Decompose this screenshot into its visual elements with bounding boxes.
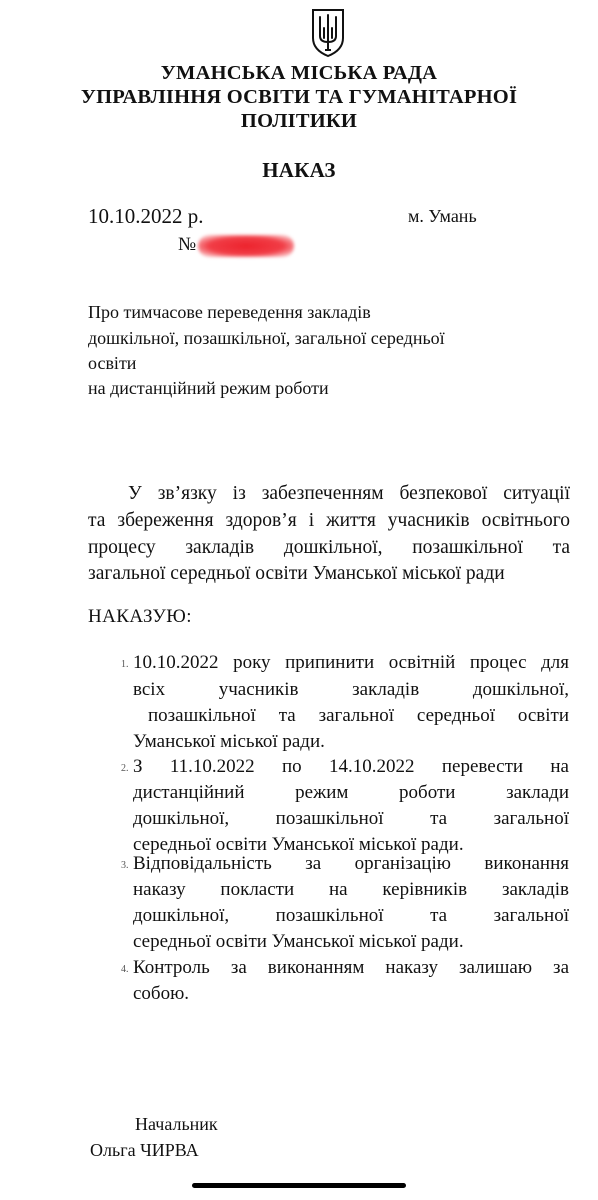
document-number bbox=[178, 234, 294, 257]
preamble-line: загальної середньої освіти Уманської міської ради bbox=[88, 563, 505, 584]
order-item-line: 10.10.2022 року припинити освітній процес для bbox=[133, 652, 569, 673]
order-item-line: наказу покласти на керівників закладів bbox=[133, 879, 569, 900]
home-indicator-bar[interactable] bbox=[192, 1183, 406, 1188]
order-item-line: З 11.10.2022 по 14.10.2022 перевести на bbox=[133, 756, 569, 777]
item-number: 2. bbox=[121, 763, 129, 774]
redaction-mark bbox=[198, 235, 294, 257]
subject-line: Про тимчасове переведення закладів bbox=[88, 302, 371, 322]
preamble-line: У зв’язку із забезпеченням безпекової ситуації bbox=[128, 483, 570, 504]
document-title: НАКАЗ bbox=[262, 158, 336, 182]
signatory-name: Ольга ЧИРВА bbox=[90, 1140, 199, 1160]
item-number: 4. bbox=[121, 964, 129, 975]
subject-line: дошкільної, позашкільної, загальної середньої bbox=[88, 328, 445, 348]
item-number: 1. bbox=[121, 659, 129, 670]
document-date: 10.10.2022 р. bbox=[88, 204, 204, 228]
org-name-line-3: ПОЛІТИКИ bbox=[240, 110, 358, 132]
preamble-line: та збереження здоров’я і життя учасників освітнього bbox=[88, 510, 570, 531]
signatory-position: Начальник bbox=[135, 1114, 218, 1134]
order-item-line: середньої освіти Уманської міської ради. bbox=[133, 834, 464, 855]
org-name-line-2: УПРАВЛІННЯ ОСВІТИ ТА ГУМАНІТАРНОЇ bbox=[80, 86, 518, 108]
order-item-line: Контроль за виконанням наказу залишаю за bbox=[133, 957, 569, 978]
preamble-line: процесу закладів дошкільної, позашкільної та bbox=[88, 537, 570, 558]
org-name-line-1: УМАНСЬКА МІСЬКА РАДА bbox=[160, 62, 438, 84]
order-item-line: позашкільної та загальної середньої освіти bbox=[148, 705, 569, 726]
subject-line: на дистанційний режим роботи bbox=[88, 378, 329, 398]
item-number: 3. bbox=[121, 860, 129, 871]
order-item-line: собою. bbox=[133, 983, 190, 1004]
order-item-line: Відповідальність за організацію виконання bbox=[133, 853, 569, 874]
order-item-line: середньої освіти Уманської міської ради. bbox=[133, 931, 464, 952]
ukraine-trident-emblem-icon bbox=[310, 8, 346, 58]
order-item-line: Уманської міської ради. bbox=[133, 731, 325, 752]
order-heading: НАКАЗУЮ: bbox=[88, 606, 192, 627]
order-item-line: дистанційний режим роботи заклади bbox=[133, 782, 569, 803]
order-item-line: дошкільної, позашкільної та загальної bbox=[133, 808, 569, 829]
order-item-line: дошкільної, позашкільної та загальної bbox=[133, 905, 569, 926]
number-prefix: № bbox=[178, 234, 197, 255]
order-item-line: всіх учасників закладів дошкільної, bbox=[133, 679, 569, 700]
document-city: м. Умань bbox=[408, 206, 477, 226]
subject-line: освіти bbox=[88, 353, 137, 373]
